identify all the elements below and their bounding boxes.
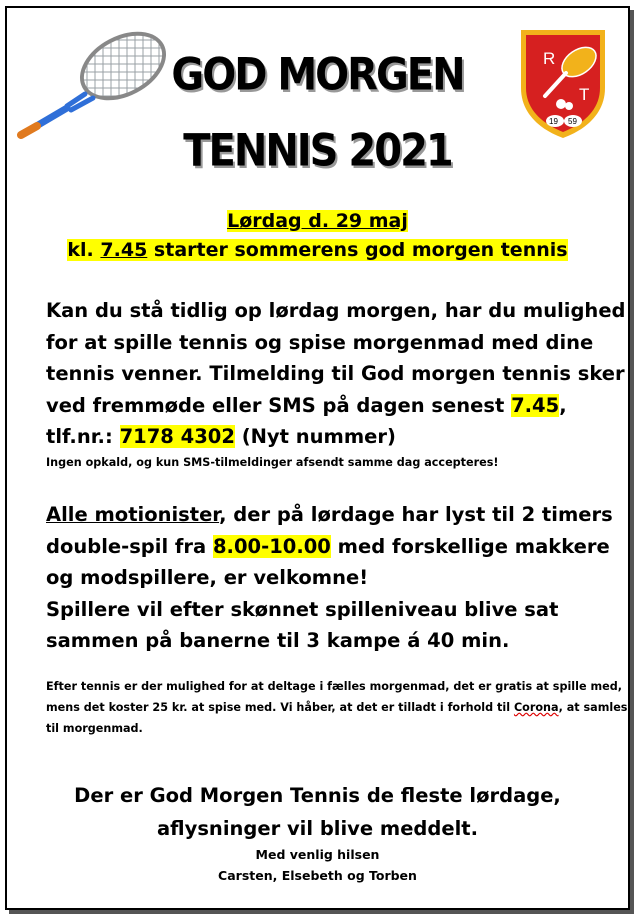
signature-greeting: Med venlig hilsen bbox=[255, 847, 380, 862]
sms-note: Ingen opkald, og kun SMS-tilmeldinger afsendt samme dag accepteres! bbox=[46, 456, 499, 469]
players-play-time: 8.00-10.00 bbox=[212, 534, 331, 558]
players-text-2: med forskellige makkere og modspillere, er velkomne! bbox=[46, 534, 610, 589]
event-start-highlight bbox=[67, 239, 567, 261]
event-start-time: 7.45 bbox=[100, 239, 148, 261]
closing-line-1: Der er God Morgen Tennis de fleste lørdage, bbox=[74, 784, 561, 807]
intro-text-2: , tlf.nr.: bbox=[46, 393, 567, 448]
event-date-text: Lørdag d. 29 maj bbox=[227, 210, 408, 232]
event-date bbox=[7, 210, 628, 232]
closing-message bbox=[7, 779, 628, 845]
logo-year-left: 19 bbox=[549, 117, 558, 126]
signature bbox=[7, 844, 628, 886]
intro-paragraph bbox=[46, 295, 630, 453]
event-start-prefix: kl. bbox=[67, 239, 94, 261]
intro-text-1: Kan du stå tidlig op lørdag morgen, har du mulighed for at spille tennis og spise morgenmad med dine tennis venner. Tilmelding til God morgen tennis sker ved fremmøde eller SMS på dagen senest bbox=[46, 299, 626, 417]
event-start-text: starter sommerens god morgen tennis bbox=[153, 239, 568, 261]
breakfast-corona: Corona bbox=[513, 701, 559, 714]
logo-letter-r: R bbox=[543, 49, 556, 68]
breakfast-text-2: , at samles til morgenmad. bbox=[46, 701, 628, 735]
players-paragraph bbox=[46, 499, 630, 657]
players-lead: Alle motionister bbox=[46, 503, 220, 526]
closing-line-2: aflysninger vil blive meddelt. bbox=[157, 817, 478, 840]
signature-names: Carsten, Elsebeth og Torben bbox=[218, 868, 417, 883]
players-text-3: Spillere vil efter skønnet spilleniveau blive sat sammen på banerne til 3 kampe á 40 min. bbox=[46, 597, 559, 652]
intro-phone-number: 7178 4302 bbox=[119, 425, 235, 448]
breakfast-text-1: Efter tennis er der mulighed for at deltage i fælles morgenmad, det er gratis at spille med, mens det koster 25 kr. at spise med. Vi håber, at det er tilladt i forhold til bbox=[46, 680, 622, 714]
flyer-page bbox=[5, 6, 630, 910]
intro-deadline-time: 7.45 bbox=[511, 393, 560, 417]
intro-text-3: (Nyt nummer) bbox=[241, 425, 396, 448]
event-start bbox=[7, 239, 628, 261]
title-line-2: TENNIS 2021 bbox=[183, 125, 452, 177]
players-text-1: , der på lørdage har lyst til 2 timers double-spil fra bbox=[46, 503, 613, 558]
breakfast-paragraph bbox=[46, 676, 630, 739]
title-line-1: GOD MORGEN bbox=[171, 49, 464, 101]
logo-year-right: 59 bbox=[568, 117, 577, 126]
logo-letter-t: T bbox=[579, 85, 590, 104]
